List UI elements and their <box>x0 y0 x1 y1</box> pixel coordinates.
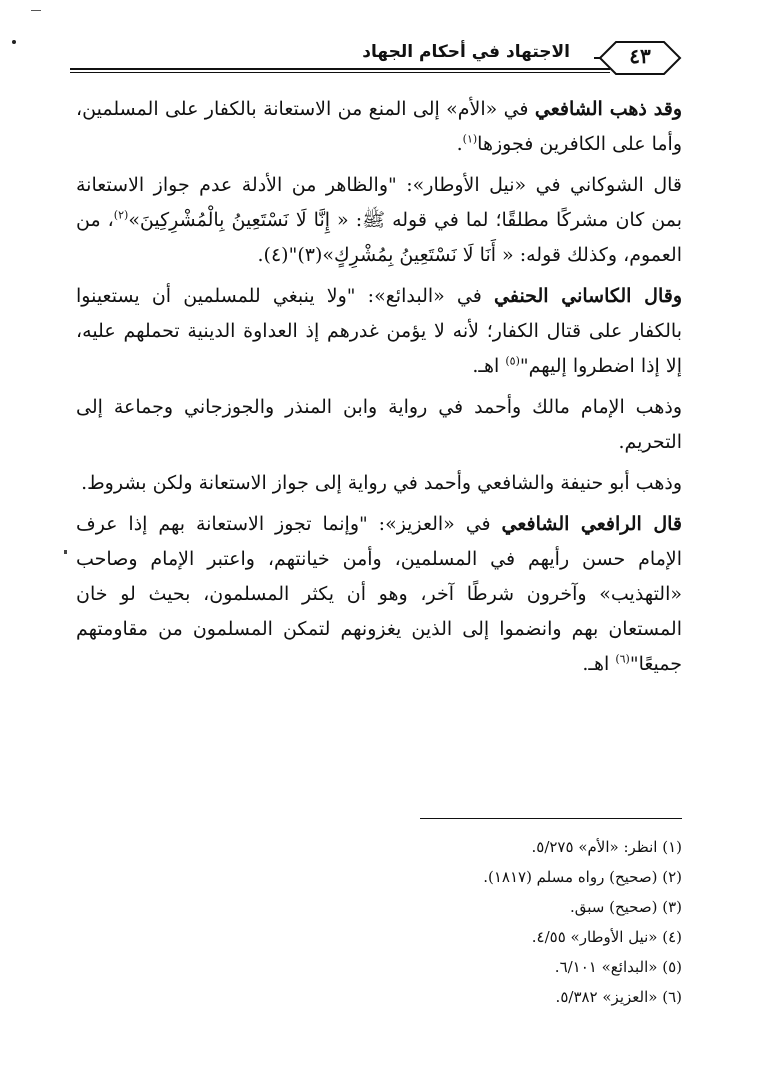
paragraph <box>76 92 682 162</box>
footnote <box>330 952 682 982</box>
paragraph <box>76 466 682 501</box>
footnote-separator <box>420 818 682 819</box>
paragraph-text: وذهب أبو حنيفة والشافعي وأحمد في رواية إلى جواز الاستعانة ولكن بشروط. <box>81 472 682 494</box>
footnote-text: (صحيح) رواه مسلم (١٨١٧). <box>483 868 658 886</box>
paragraph-tail: اهـ. <box>472 355 506 377</box>
page-number-badge <box>594 38 686 78</box>
paragraph-text: في «الأم» إلى المنع من الاستعانة بالكفار على المسلمين، وأما على الكافرين فجوزها <box>76 98 682 155</box>
paragraph <box>76 168 682 273</box>
paragraph-tail: ، من العموم، وكذلك قوله: « أَنَا لَا نَسْتَعِينُ بِمُشْرِكٍ»(٣)"(٤). <box>76 209 682 266</box>
paragraph-tail: . <box>456 133 463 155</box>
footnote <box>330 922 682 952</box>
paragraph <box>76 390 682 460</box>
scan-mark <box>31 10 41 11</box>
footnote-number: (٣) <box>662 898 682 916</box>
paragraph <box>76 507 682 682</box>
footnote <box>330 982 682 1012</box>
page-header <box>70 38 680 78</box>
footnote-ref[interactable]: (١) <box>462 132 478 146</box>
paragraph-tail: اهـ. <box>582 653 616 675</box>
footnote-text: «البدائع» ٦/١٠١. <box>554 958 658 976</box>
footnote <box>330 862 682 892</box>
paragraph-lead: وقد ذهب الشافعي <box>534 98 682 120</box>
header-rule-thin <box>70 72 610 73</box>
paragraph-lead: قال الرافعي الشافعي <box>501 513 682 535</box>
footnote-number: (١) <box>662 838 682 856</box>
header-rule <box>70 68 610 70</box>
footnote-text: «نيل الأوطار» ٤/٥٥. <box>531 928 658 946</box>
main-text <box>76 92 682 688</box>
page-number: ٤٣ <box>629 44 651 68</box>
footnote-ref[interactable]: (٦) <box>615 652 630 666</box>
running-title: الاجتهاد في أحكام الجهاد <box>362 42 570 62</box>
footnote-number: (٥) <box>662 958 682 976</box>
footnote-text: «العزيز» ٥/٣٨٢. <box>555 988 658 1006</box>
footnote-text: انظر: «الأم» ٥/٢٧٥. <box>531 838 658 856</box>
scan-speck <box>12 40 16 44</box>
paragraph-lead: وقال الكاساني الحنفي <box>494 285 682 307</box>
paragraph-text: في «العزيز»: "وإنما تجوز الاستعانة بهم إذا عرف الإمام حسن رأيهم في المسلمين، وأمن خيانتهم، واعتبر الإمام وصاحب «التهذيب» وآخرون شرطًا آخر، وهو أن يكثر المسلمون، بحيث لو خان المستعان بهم وانضموا إلى الذين يغزونهم لتمكن المسلمون من مقاومتهم جميعًا" <box>76 513 682 675</box>
footnote-ref[interactable]: (٢) <box>113 208 129 222</box>
paragraph-text: وذهب الإمام مالك وأحمد في رواية وابن المنذر والجوزجاني وجماعة إلى التحريم. <box>76 396 682 453</box>
paragraph-text: قال الشوكاني في «نيل الأوطار»: "والظاهر من الأدلة عدم جواز الاستعانة بمن كان مشركًا مطلقًا؛ لما في قوله ﷺ: « إِنَّا لَا نَسْتَعِينُ بِالْمُشْرِكِينَ» <box>76 174 682 231</box>
paragraph <box>76 279 682 384</box>
scan-speck <box>64 550 67 554</box>
footnotes <box>330 832 682 1012</box>
footnote-text: (صحيح) سبق. <box>569 898 658 916</box>
footnote-number: (٤) <box>662 928 682 946</box>
footnote-number: (٢) <box>662 868 682 886</box>
footnote-ref[interactable]: (٥) <box>505 354 520 368</box>
paragraph-text: في «البدائع»: "ولا ينبغي للمسلمين أن يستعينوا بالكفار على قتال الكفار؛ لأنه لا يؤمن غدرهم إذ العداوة الدينية تحملهم عليه، إلا إذا اضطروا إليهم" <box>76 285 682 377</box>
footnote <box>330 832 682 862</box>
footnote-number: (٦) <box>662 988 682 1006</box>
footnote <box>330 892 682 922</box>
